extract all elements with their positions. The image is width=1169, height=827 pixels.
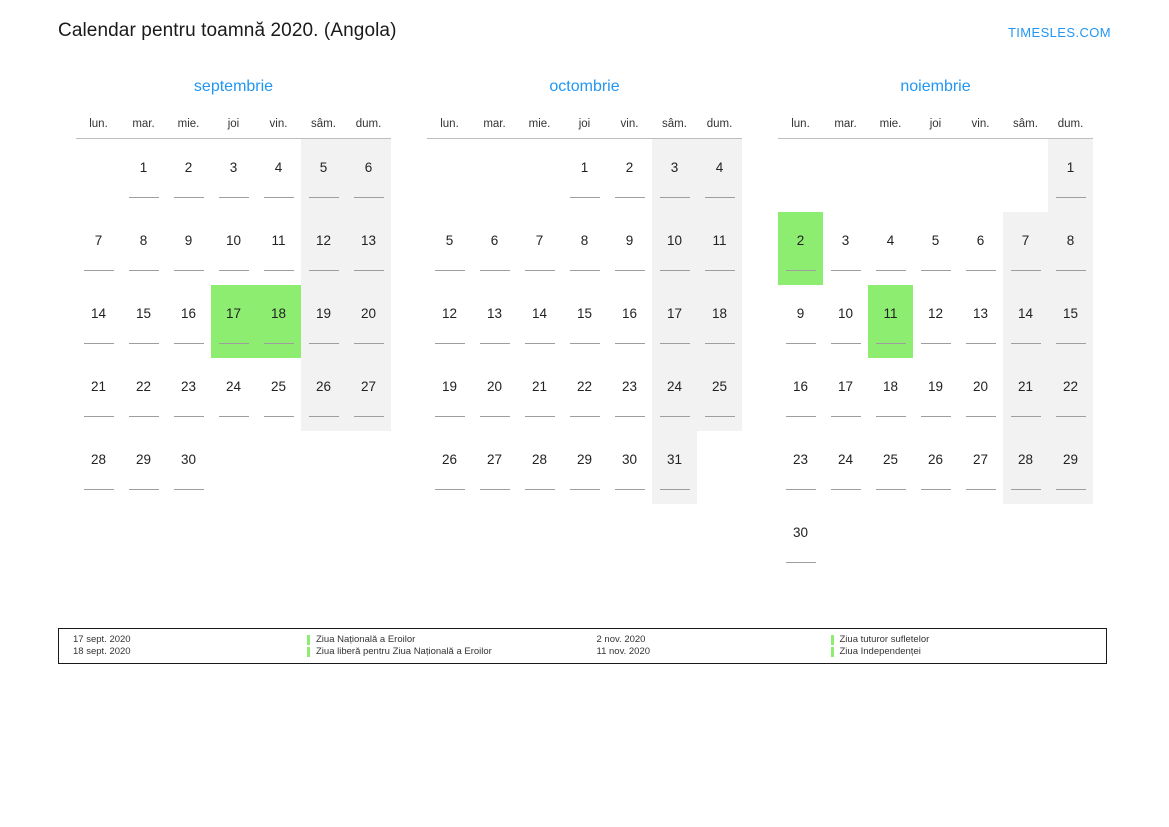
day-cell[interactable] (652, 139, 697, 213)
day-cell[interactable] (166, 285, 211, 358)
weekday-header: joi (913, 110, 958, 139)
day-cell[interactable] (562, 431, 607, 504)
day-cell-empty (76, 139, 121, 213)
weekday-header: vin. (256, 110, 301, 139)
day-cell[interactable] (697, 139, 742, 213)
day-cell-empty (823, 504, 868, 577)
day-cell[interactable] (607, 212, 652, 285)
month-block (58, 78, 409, 577)
legend-item (73, 646, 583, 658)
day-number: 6 (490, 233, 499, 248)
day-cell[interactable] (301, 212, 346, 285)
day-number: 7 (535, 233, 544, 248)
week-row (76, 431, 391, 504)
day-number: 12 (927, 306, 944, 321)
day-number: 19 (927, 379, 944, 394)
day-cell[interactable] (121, 212, 166, 285)
week-row (76, 212, 391, 285)
day-cell[interactable] (427, 285, 472, 358)
day-number: 19 (315, 306, 332, 321)
legend-item (597, 634, 1107, 646)
day-cell[interactable] (256, 358, 301, 431)
day-number: 29 (135, 452, 152, 467)
day-number: 4 (715, 160, 724, 175)
weekday-header: sâm. (1003, 110, 1048, 139)
day-cell[interactable] (472, 285, 517, 358)
page-title: Calendar pentru toamnă 2020. (Angola) (58, 20, 397, 41)
day-number: 1 (139, 160, 148, 175)
legend-date: 11 nov. 2020 (596, 646, 651, 657)
day-number: 27 (486, 452, 503, 467)
day-number: 15 (1062, 306, 1079, 321)
legend-item (73, 634, 583, 646)
calendar-months-container (58, 78, 1111, 577)
day-cell[interactable] (517, 285, 562, 358)
day-cell[interactable] (607, 431, 652, 504)
day-cell[interactable] (652, 358, 697, 431)
day-cell[interactable] (958, 285, 1003, 358)
legend-color-swatch (307, 647, 310, 657)
day-cell-empty (346, 431, 391, 504)
day-number: 16 (792, 379, 809, 394)
week-row (427, 139, 742, 213)
day-cell[interactable] (1003, 431, 1048, 504)
day-cell[interactable] (607, 285, 652, 358)
day-number: 17 (225, 306, 242, 321)
day-cell-empty (823, 139, 868, 213)
day-number: 10 (225, 233, 242, 248)
day-number: 26 (441, 452, 458, 467)
legend-date: 2 nov. 2020 (596, 634, 646, 645)
day-cell[interactable] (211, 212, 256, 285)
legend-column-right (583, 629, 1107, 663)
day-cell[interactable] (121, 358, 166, 431)
day-number: 19 (441, 379, 458, 394)
day-number: 22 (1062, 379, 1079, 394)
weekday-header-row (76, 110, 391, 139)
day-cell[interactable] (1048, 431, 1093, 504)
weekday-header: mar. (823, 110, 868, 139)
day-number: 4 (274, 160, 283, 175)
week-row (76, 358, 391, 431)
month-grid (778, 110, 1093, 577)
day-cell[interactable] (823, 358, 868, 431)
day-number: 25 (882, 452, 899, 467)
day-cell[interactable] (346, 358, 391, 431)
legend-color-swatch (307, 635, 310, 645)
day-number: 21 (90, 379, 107, 394)
day-number: 5 (931, 233, 940, 248)
day-cell-empty (472, 139, 517, 213)
day-cell[interactable] (913, 358, 958, 431)
day-number: 11 (271, 233, 286, 248)
week-row (778, 212, 1093, 285)
day-number: 1 (1066, 160, 1075, 175)
day-number: 24 (225, 379, 242, 394)
day-cell[interactable] (823, 285, 868, 358)
day-cell-empty (256, 431, 301, 504)
day-cell[interactable] (346, 285, 391, 358)
day-cell[interactable] (1003, 212, 1048, 285)
day-number: 14 (531, 306, 548, 321)
week-row (427, 285, 742, 358)
day-number: 20 (972, 379, 989, 394)
weekday-header: mie. (517, 110, 562, 139)
day-cell[interactable] (517, 212, 562, 285)
day-cell[interactable] (778, 285, 823, 358)
day-cell[interactable] (652, 431, 697, 504)
day-cell[interactable] (1048, 212, 1093, 285)
day-cell[interactable] (1048, 139, 1093, 213)
day-cell[interactable] (427, 212, 472, 285)
week-row (778, 139, 1093, 213)
legend-label: Ziua Națională a Eroilor (316, 634, 416, 645)
week-row (778, 358, 1093, 431)
day-cell[interactable] (166, 139, 211, 213)
day-number: 26 (315, 379, 332, 394)
day-number: 12 (441, 306, 458, 321)
day-number: 14 (1017, 306, 1034, 321)
day-cell[interactable] (517, 431, 562, 504)
site-brand-link[interactable]: TIMESLES.COM (1007, 25, 1111, 40)
legend-label: Ziua liberă pentru Ziua Națională a Eroilor (316, 646, 492, 657)
week-row (778, 285, 1093, 358)
day-cell-empty (211, 431, 256, 504)
day-number: 27 (360, 379, 377, 394)
day-cell[interactable] (76, 358, 121, 431)
day-cell[interactable] (517, 358, 562, 431)
day-cell[interactable] (166, 431, 211, 504)
month-grid (76, 110, 391, 504)
day-cell[interactable] (1003, 285, 1048, 358)
week-row (76, 285, 391, 358)
weekday-header: joi (562, 110, 607, 139)
day-cell[interactable] (868, 358, 913, 431)
day-number: 20 (486, 379, 503, 394)
month-block (409, 78, 760, 577)
legend-column-left (59, 629, 583, 663)
day-number: 21 (1017, 379, 1034, 394)
weekday-header: dum. (697, 110, 742, 139)
day-number: 26 (927, 452, 944, 467)
day-number: 13 (486, 306, 503, 321)
day-cell[interactable] (778, 504, 823, 577)
weekday-header: mar. (472, 110, 517, 139)
day-cell-empty (517, 139, 562, 213)
legend-item (597, 646, 1107, 658)
day-number: 18 (882, 379, 899, 394)
day-cell[interactable] (301, 358, 346, 431)
weekday-header: lun. (427, 110, 472, 139)
day-cell[interactable] (607, 139, 652, 213)
day-number: 17 (837, 379, 854, 394)
day-cell-empty (427, 139, 472, 213)
day-cell[interactable] (697, 358, 742, 431)
day-number: 22 (135, 379, 152, 394)
day-number: 3 (841, 233, 850, 248)
day-number: 24 (666, 379, 683, 394)
day-cell[interactable] (166, 212, 211, 285)
day-number: 10 (666, 233, 683, 248)
day-number: 22 (576, 379, 593, 394)
day-cell[interactable] (823, 431, 868, 504)
day-cell[interactable] (868, 431, 913, 504)
legend-date: 17 sept. 2020 (73, 634, 131, 645)
day-cell[interactable] (913, 285, 958, 358)
day-number: 23 (180, 379, 197, 394)
day-number: 10 (837, 306, 854, 321)
day-number: 15 (135, 306, 152, 321)
day-number: 11 (712, 233, 727, 248)
day-cell-empty (868, 504, 913, 577)
weekday-header: lun. (76, 110, 121, 139)
month-name: septembrie (193, 78, 274, 95)
weekday-header: dum. (1048, 110, 1093, 139)
day-number: 30 (621, 452, 638, 467)
day-number: 8 (1066, 233, 1075, 248)
month-name: noiembrie (900, 78, 971, 95)
day-number: 11 (883, 306, 898, 321)
day-cell[interactable] (301, 139, 346, 213)
day-cell[interactable] (823, 212, 868, 285)
day-cell[interactable] (868, 212, 913, 285)
day-number: 14 (90, 306, 107, 321)
day-cell-holiday[interactable] (868, 285, 913, 358)
weekday-header: vin. (958, 110, 1003, 139)
weekday-header: mie. (166, 110, 211, 139)
weekday-header: vin. (607, 110, 652, 139)
day-cell[interactable] (1048, 358, 1093, 431)
day-number: 28 (90, 452, 107, 467)
week-row (778, 504, 1093, 577)
day-cell[interactable] (562, 285, 607, 358)
legend-color-swatch (831, 647, 834, 657)
day-cell-empty (301, 431, 346, 504)
day-cell-holiday[interactable] (211, 285, 256, 358)
weekday-header: joi (211, 110, 256, 139)
day-cell-empty (913, 139, 958, 213)
legend-label: Ziua Independenței (839, 646, 921, 657)
day-number: 9 (796, 306, 805, 321)
day-cell[interactable] (472, 431, 517, 504)
day-number: 30 (180, 452, 197, 467)
day-number: 29 (576, 452, 593, 467)
day-number: 13 (972, 306, 989, 321)
weekday-header: mar. (121, 110, 166, 139)
day-cell[interactable] (427, 431, 472, 504)
week-row (427, 431, 742, 504)
legend-color-swatch (831, 635, 834, 645)
day-cell[interactable] (211, 139, 256, 213)
day-cell[interactable] (301, 285, 346, 358)
day-number: 25 (270, 379, 287, 394)
day-number: 30 (792, 525, 809, 540)
weekday-header: lun. (778, 110, 823, 139)
day-number: 5 (319, 160, 328, 175)
day-cell[interactable] (913, 212, 958, 285)
weekday-header-row (427, 110, 742, 139)
day-number: 23 (621, 379, 638, 394)
day-cell[interactable] (697, 285, 742, 358)
day-cell[interactable] (211, 358, 256, 431)
day-cell[interactable] (1048, 285, 1093, 358)
day-number: 17 (666, 306, 683, 321)
day-cell-holiday[interactable] (256, 285, 301, 358)
day-cell-empty (1003, 504, 1048, 577)
day-cell-empty (913, 504, 958, 577)
day-cell[interactable] (121, 431, 166, 504)
day-cell[interactable] (76, 431, 121, 504)
week-row (427, 358, 742, 431)
day-number: 28 (1017, 452, 1034, 467)
day-number: 7 (94, 233, 103, 248)
day-cell[interactable] (562, 358, 607, 431)
day-number: 20 (360, 306, 377, 321)
day-cell[interactable] (427, 358, 472, 431)
day-number: 6 (364, 160, 373, 175)
week-row (76, 139, 391, 213)
day-cell[interactable] (652, 285, 697, 358)
day-cell[interactable] (256, 139, 301, 213)
day-number: 3 (670, 160, 679, 175)
day-cell-empty (697, 431, 742, 504)
holiday-legend (58, 628, 1107, 664)
day-cell[interactable] (607, 358, 652, 431)
month-block (760, 78, 1111, 577)
day-cell[interactable] (76, 212, 121, 285)
weekday-header: dum. (346, 110, 391, 139)
day-number: 13 (360, 233, 377, 248)
day-cell[interactable] (958, 431, 1003, 504)
day-number: 31 (666, 452, 683, 467)
day-cell[interactable] (958, 212, 1003, 285)
month-grid (427, 110, 742, 504)
day-cell[interactable] (562, 139, 607, 213)
day-cell-empty (1003, 139, 1048, 213)
weekday-header: mie. (868, 110, 913, 139)
day-cell[interactable] (346, 139, 391, 213)
day-cell-empty (958, 504, 1003, 577)
day-cell[interactable] (778, 431, 823, 504)
legend-date: 18 sept. 2020 (73, 646, 131, 657)
day-number: 21 (531, 379, 548, 394)
day-number: 2 (625, 160, 634, 175)
day-cell[interactable] (121, 285, 166, 358)
day-number: 16 (621, 306, 638, 321)
day-cell-holiday[interactable] (778, 212, 823, 285)
day-number: 7 (1021, 233, 1030, 248)
day-number: 9 (625, 233, 634, 248)
day-number: 15 (576, 306, 593, 321)
day-cell[interactable] (166, 358, 211, 431)
day-number: 8 (580, 233, 589, 248)
day-number: 2 (796, 233, 805, 248)
weekday-header: sâm. (301, 110, 346, 139)
day-number: 28 (531, 452, 548, 467)
day-number: 1 (580, 160, 589, 175)
day-number: 29 (1062, 452, 1079, 467)
day-cell[interactable] (913, 431, 958, 504)
weekday-header: sâm. (652, 110, 697, 139)
day-number: 27 (972, 452, 989, 467)
day-number: 3 (229, 160, 238, 175)
day-cell[interactable] (652, 212, 697, 285)
day-cell[interactable] (1003, 358, 1048, 431)
week-row (427, 212, 742, 285)
day-cell[interactable] (76, 285, 121, 358)
day-cell[interactable] (256, 212, 301, 285)
week-row (778, 431, 1093, 504)
day-number: 2 (184, 160, 193, 175)
day-number: 8 (139, 233, 148, 248)
day-cell-empty (778, 139, 823, 213)
day-number: 23 (792, 452, 809, 467)
month-name: octombrie (549, 78, 620, 95)
day-cell[interactable] (958, 358, 1003, 431)
day-cell[interactable] (346, 212, 391, 285)
day-number: 12 (315, 233, 332, 248)
day-cell-empty (958, 139, 1003, 213)
weekday-header-row (778, 110, 1093, 139)
day-number: 18 (270, 306, 287, 321)
day-number: 5 (445, 233, 454, 248)
day-cell-empty (868, 139, 913, 213)
day-number: 4 (886, 233, 895, 248)
day-cell-empty (1048, 504, 1093, 577)
day-cell[interactable] (472, 212, 517, 285)
day-number: 25 (711, 379, 728, 394)
day-number: 9 (184, 233, 193, 248)
day-cell[interactable] (778, 358, 823, 431)
day-number: 16 (180, 306, 197, 321)
legend-label: Ziua tuturor sufletelor (839, 634, 930, 645)
day-cell[interactable] (121, 139, 166, 213)
day-number: 6 (976, 233, 985, 248)
day-number: 18 (711, 306, 728, 321)
day-cell[interactable] (697, 212, 742, 285)
day-number: 24 (837, 452, 854, 467)
day-cell[interactable] (562, 212, 607, 285)
day-cell[interactable] (472, 358, 517, 431)
